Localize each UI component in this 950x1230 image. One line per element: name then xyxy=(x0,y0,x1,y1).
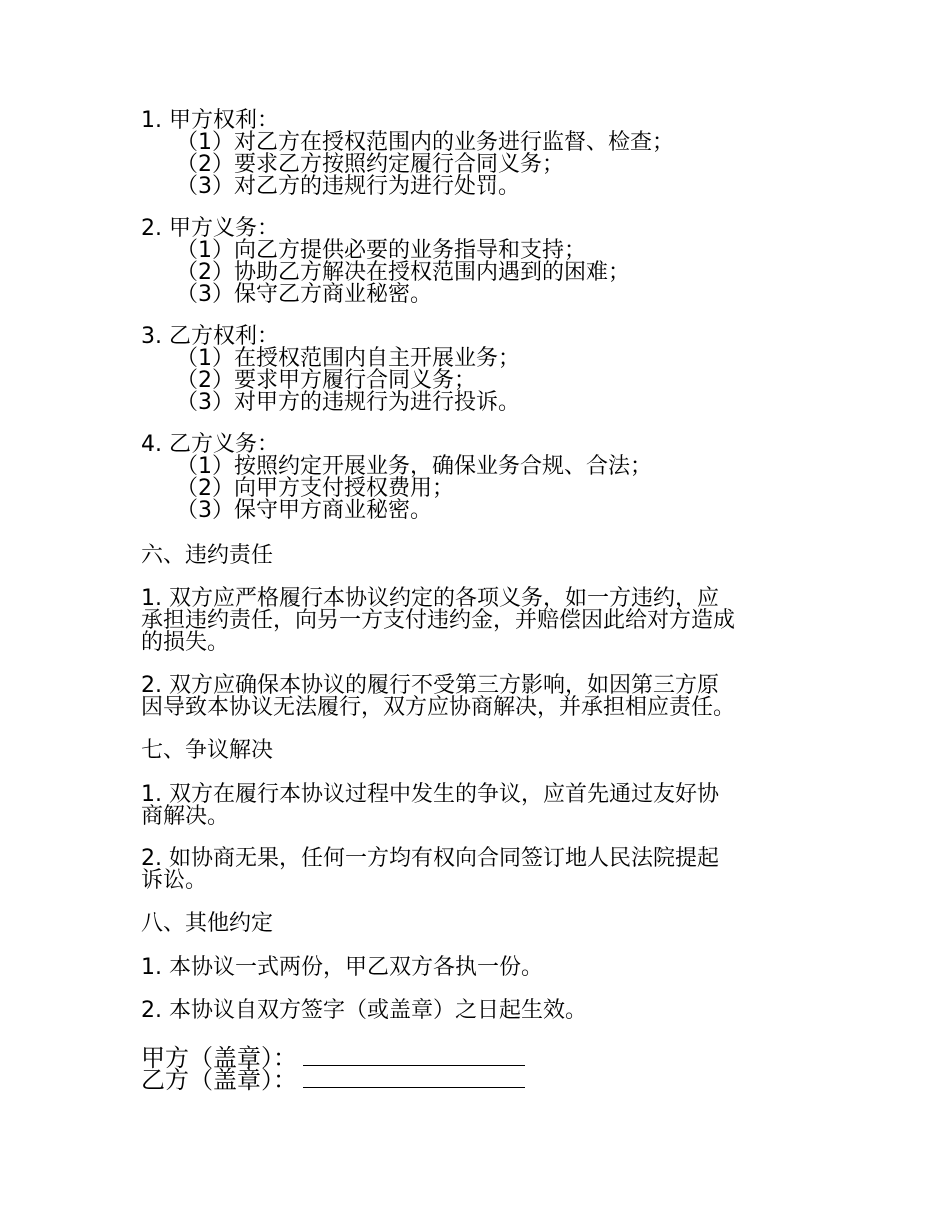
breach-heading: 六、违约责任 xyxy=(141,543,274,568)
party-b-duties-title: 4. 乙方义务： xyxy=(141,432,279,457)
party-b-signature-blank xyxy=(303,1067,525,1088)
breach-p1-line-3: 的损失。 xyxy=(141,630,230,655)
dispute-p1-line-1: 1. 双方在履行本协议过程中发生的争议，应首先通过友好协 xyxy=(141,782,719,807)
dispute-heading-block xyxy=(141,740,821,762)
party-a-rights-section xyxy=(141,110,821,198)
party-a-rights-item-3: （3）对乙方的违规行为进行处罚。 xyxy=(176,174,520,199)
party-a-rights-title: 1. 甲方权利： xyxy=(141,108,279,133)
breach-paragraph-2 xyxy=(141,675,821,719)
party-b-signature-label: 乙方（盖章）： xyxy=(141,1066,297,1094)
party-b-duties-item-3: （3）保守甲方商业秘密。 xyxy=(176,498,432,523)
breach-p2-line-2: 因导致本协议无法履行，双方应协商解决，并承担相应责任。 xyxy=(141,695,736,720)
party-a-signature-line xyxy=(141,1044,821,1072)
breach-p1-line-2: 承担违约责任，向另一方支付违约金，并赔偿因此给对方造成 xyxy=(141,608,736,633)
party-b-duties-item-1: （1）按照约定开展业务，确保业务合规、合法； xyxy=(176,454,652,479)
dispute-heading: 七、争议解决 xyxy=(141,738,274,763)
signature-block xyxy=(141,1044,821,1094)
other-paragraph-1 xyxy=(141,957,821,979)
other-p2: 2. 本协议自双方签字（或盖章）之日起生效。 xyxy=(141,998,587,1023)
other-heading-block xyxy=(141,913,821,935)
dispute-paragraph-2 xyxy=(141,848,821,892)
party-a-signature-label: 甲方（盖章）： xyxy=(141,1044,297,1072)
party-a-signature-blank xyxy=(303,1045,525,1066)
breach-p2-line-1: 2. 双方应确保本协议的履行不受第三方影响，如因第三方原 xyxy=(141,673,719,698)
other-p1: 1. 本协议一式两份，甲乙双方各执一份。 xyxy=(141,955,543,980)
breach-heading-block xyxy=(141,545,821,567)
party-b-signature-line xyxy=(141,1066,821,1094)
party-b-duties-section xyxy=(141,434,821,522)
dispute-paragraph-1 xyxy=(141,784,821,828)
dispute-p2-line-1: 2. 如协商无果，任何一方均有权向合同签订地人民法院提起 xyxy=(141,846,719,871)
breach-paragraph-1 xyxy=(141,588,821,654)
party-a-duties-item-3: （3）保守乙方商业秘密。 xyxy=(176,282,432,307)
party-b-duties-item-2: （2）向甲方支付授权费用； xyxy=(176,476,454,501)
party-a-rights-item-1: （1）对乙方在授权范围内的业务进行监督、检查； xyxy=(176,130,674,155)
party-a-rights-item-2: （2）要求乙方按照约定履行合同义务； xyxy=(176,152,564,177)
party-b-rights-item-2: （2）要求甲方履行合同义务； xyxy=(176,368,476,393)
party-a-duties-title: 2. 甲方义务： xyxy=(141,216,279,241)
party-b-rights-section xyxy=(141,326,821,414)
dispute-p2-line-2: 诉讼。 xyxy=(141,868,208,893)
party-b-rights-item-1: （1）在授权范围内自主开展业务； xyxy=(176,346,520,371)
party-a-duties-item-1: （1）向乙方提供必要的业务指导和支持； xyxy=(176,238,586,263)
party-a-duties-item-2: （2）协助乙方解决在授权范围内遇到的困难； xyxy=(176,260,630,285)
breach-p1-line-1: 1. 双方应严格履行本协议约定的各项义务，如一方违约，应 xyxy=(141,586,719,611)
party-a-duties-section xyxy=(141,218,821,306)
dispute-p1-line-2: 商解决。 xyxy=(141,804,230,829)
party-b-rights-item-3: （3）对甲方的违规行为进行投诉。 xyxy=(176,390,520,415)
other-paragraph-2 xyxy=(141,1000,821,1022)
party-b-rights-title: 3. 乙方权利： xyxy=(141,324,279,349)
other-heading: 八、其他约定 xyxy=(141,911,274,936)
